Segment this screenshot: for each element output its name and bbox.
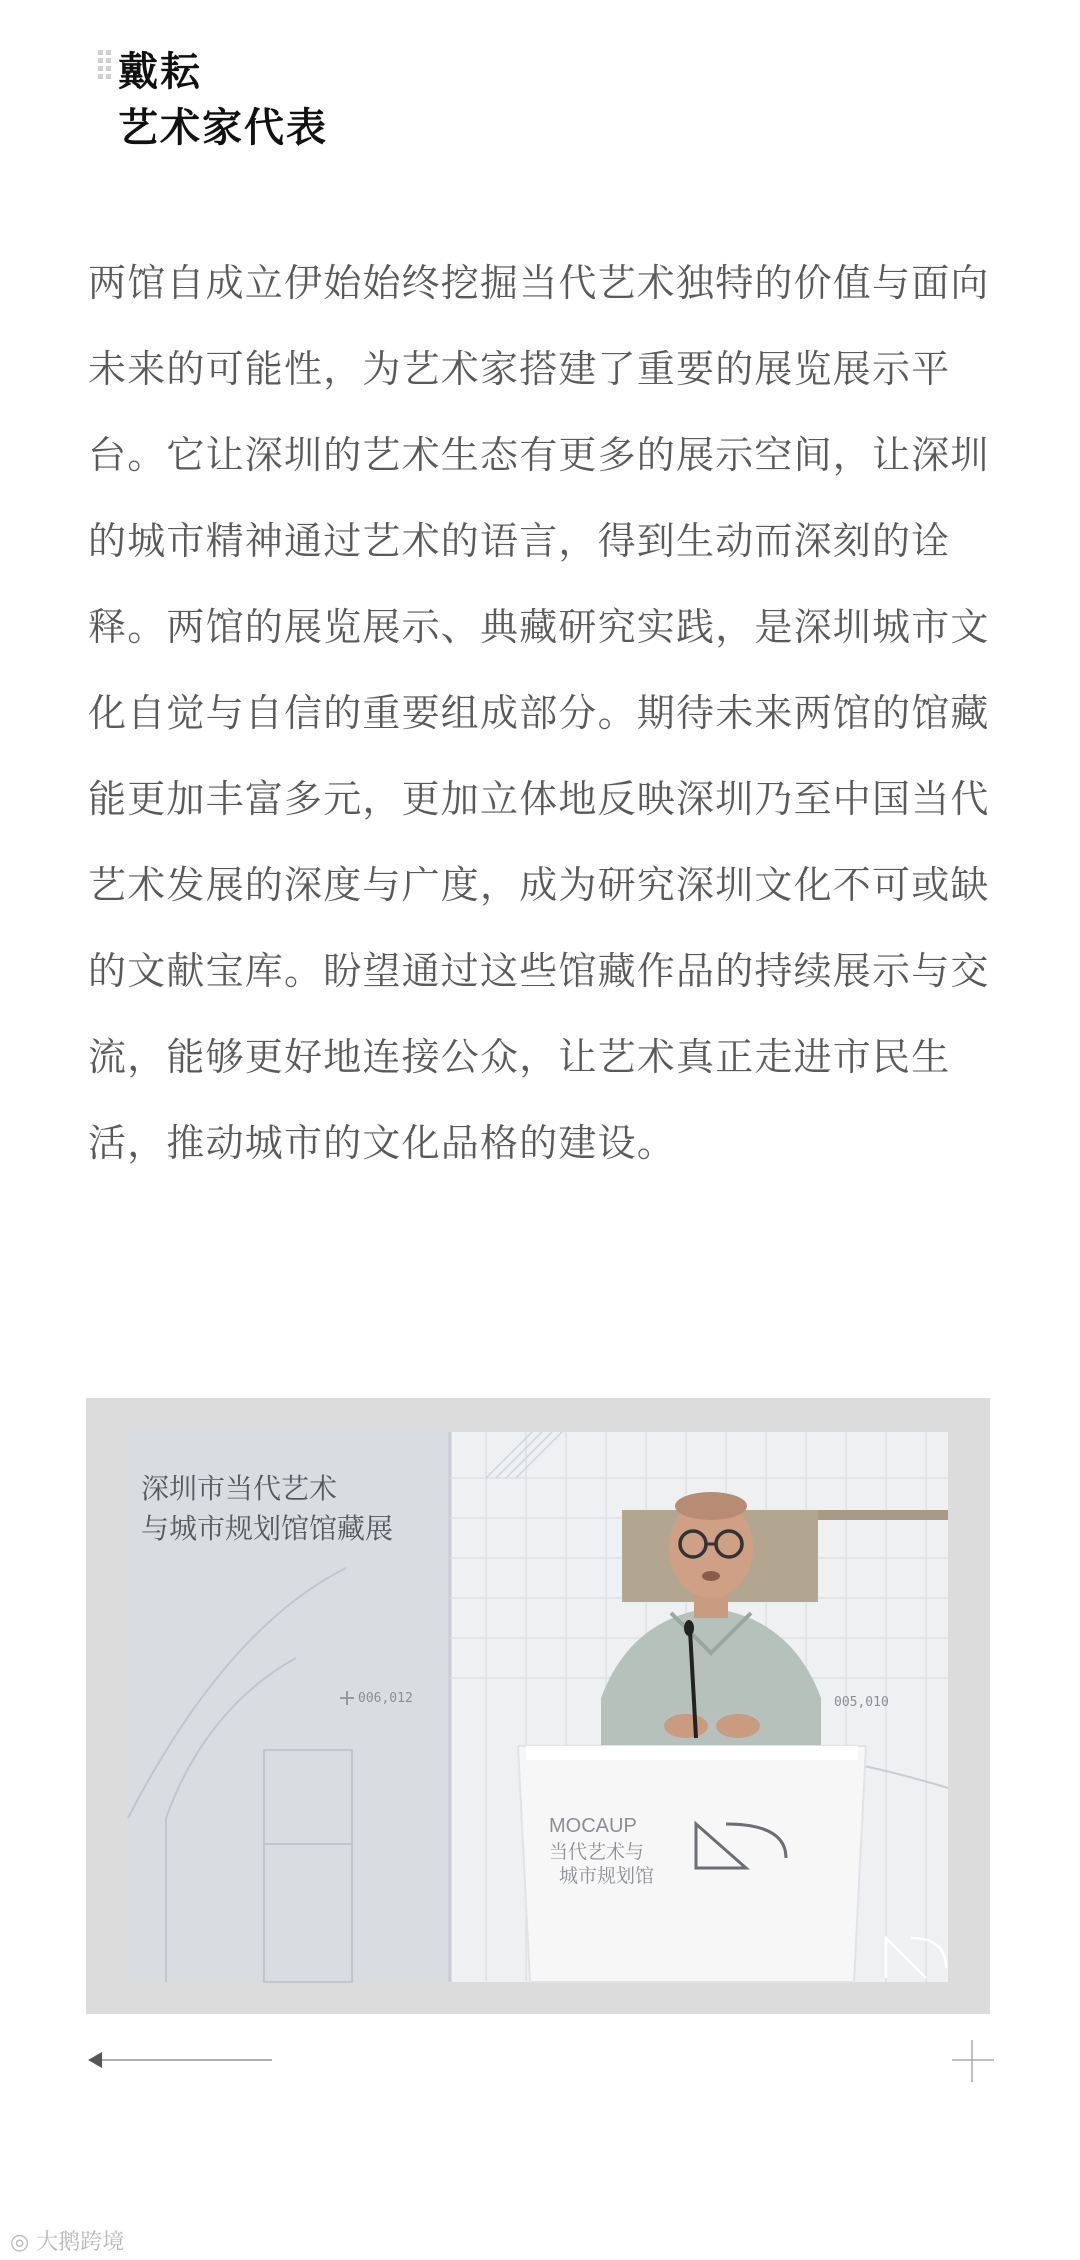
event-photo[interactable] [86,1398,990,2014]
photo-illustration [86,1398,990,2014]
carousel-nav [86,2030,996,2090]
watermark [10,2225,124,2256]
dot-grid-decoration [98,50,120,86]
podium-line2: 城市规划馆 [559,1866,655,1887]
speaker-name: 戴耘 [118,49,202,95]
wall-title-line1: 深圳市当代艺术 [141,1473,338,1504]
article-body [88,240,998,1186]
prev-arrow-icon[interactable] [88,2052,272,2068]
speech-paragraph: 两馆自成立伊始始终挖掘当代艺术独特的价值与面向未来的可能性，为艺术家搭建了重要的展览展示平台。它让深圳的艺术生态有更多的展示空间，让深圳的城市精神通过艺术的语言，得到生动而深刻的诠释。两馆的展览展示、典藏研究实践，是深圳城市文化自觉与自信的重要组成部分。期待未来两馆的馆藏能更加丰富多元，更加立体地反映深圳乃至中国当代艺术发展的深度与广度，成为研究深圳文化不可或缺的文献宝库。盼望通过这些馆藏作品的持续展示与交流，能够更好地连接公众，让艺术真正走进市民生活，推动城市的文化品格的建设。 [88,261,990,1165]
wall-title-line2: 与城市规划馆馆藏展 [141,1513,394,1544]
section-heading [118,44,328,156]
plus-icon [952,2040,994,2082]
podium-line1: 当代艺术与 [549,1842,645,1863]
carousel-controls [86,2030,996,2090]
watermark-logo-icon: ◎ [10,2230,37,2255]
speaker-role: 艺术家代表 [118,105,328,151]
podium-brand: MOCAUP [549,1815,637,1837]
watermark-text: 大鹅跨境 [36,2230,125,2255]
podium [518,1746,866,1982]
coord-left: 006,012 [358,1691,413,1706]
coord-right: 005,010 [834,1695,889,1710]
